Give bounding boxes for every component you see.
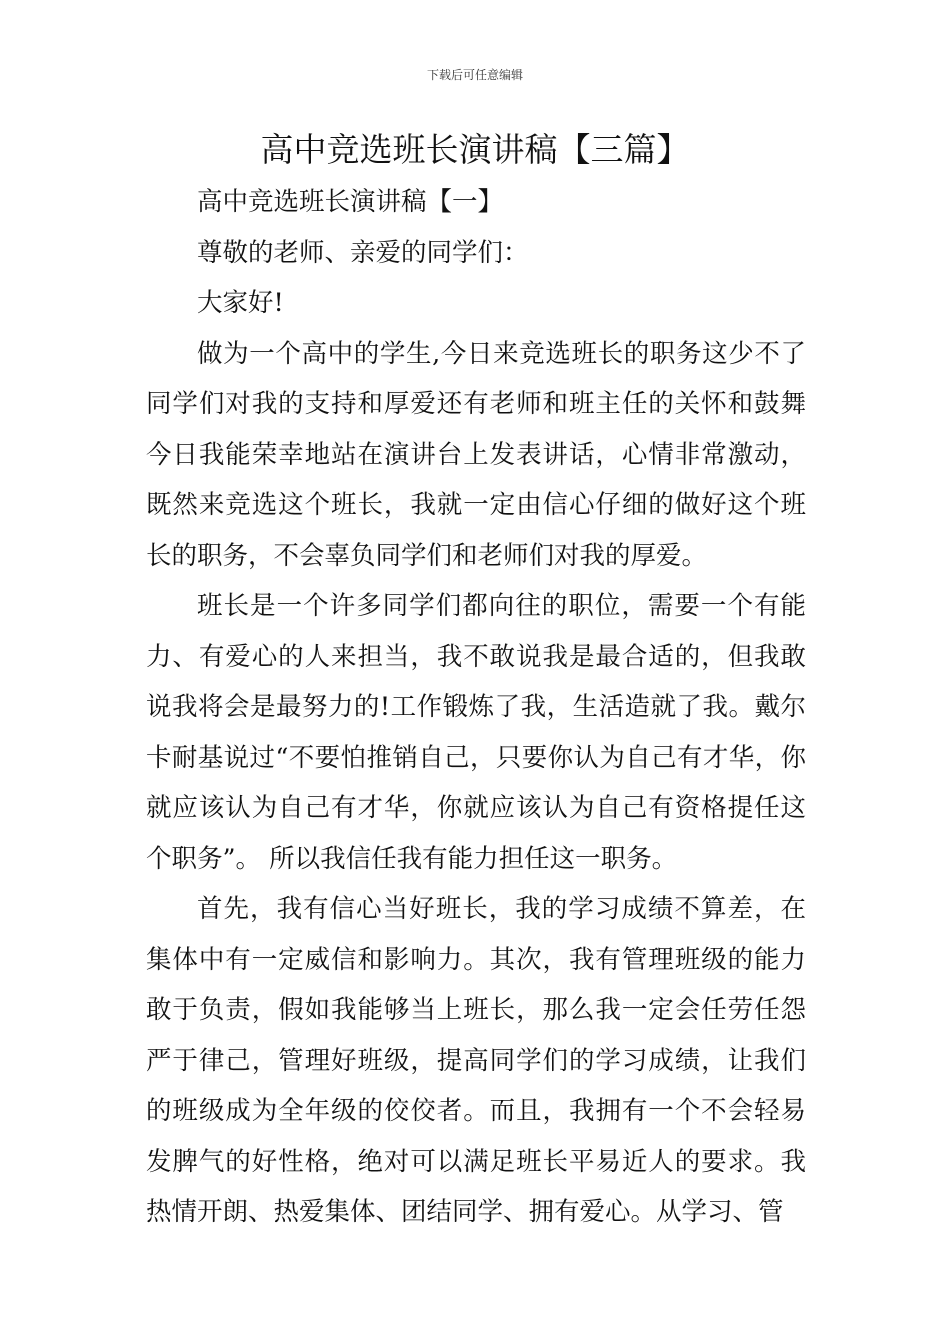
body-paragraph: 班长是一个许多同学们都向往的职位，需要一个有能力、有爱心的人来担当，我不敢说我是最合适的，但我敢说我将会是最努力的!工作锻炼了我，生活造就了我。戴尔卡耐基说过“不要怕推销自己，只要你认为自己有才华，你就应该认为自己有才华，你就应该认为自己有资格提任这个职务”。 所以我信任我有能力担任这一职务。: [146, 591, 806, 874]
body-paragraph: 做为一个高中的学生,今日来竞选班长的职务这少不了同学们对我的支持和厚爱还有老师和班主任的关怀和鼓舞今日我能荣幸地站在演讲台上发表讲话，心情非常激动，既然来竞选这个班长，我就一定由信心仔细的做好这个班长的职务，不会辜负同学们和老师们对我的厚爱。: [146, 338, 806, 571]
subtitle-paragraph: 高中竞选班长演讲稿【一】: [197, 187, 504, 217]
greeting-paragraph: 大家好!: [197, 288, 284, 318]
header-note: 下载后可任意编辑: [426, 68, 523, 82]
document-title: 高中竞选班长演讲稿【三篇】: [260, 130, 690, 169]
salutation-paragraph: 尊敬的老师、亲爱的同学们：: [197, 237, 529, 268]
document-body: [146, 177, 806, 1238]
body-paragraph: 首先，我有信心当好班长，我的学习成绩不算差，在集体中有一定威信和影响力。其次，我有管理班级的能力敢于负责，假如我能够当上班长，那么我一定会任劳任怨严于律己，管理好班级，提高同学们的学习成绩，让我们的班级成为全年级的佼佼者。而且，我拥有一个不会轻易发脾气的好性格，绝对可以满足班长平易近人的要求。我热情开朗、热爱集体、团结同学、拥有爱心。从学习、管: [146, 894, 806, 1227]
